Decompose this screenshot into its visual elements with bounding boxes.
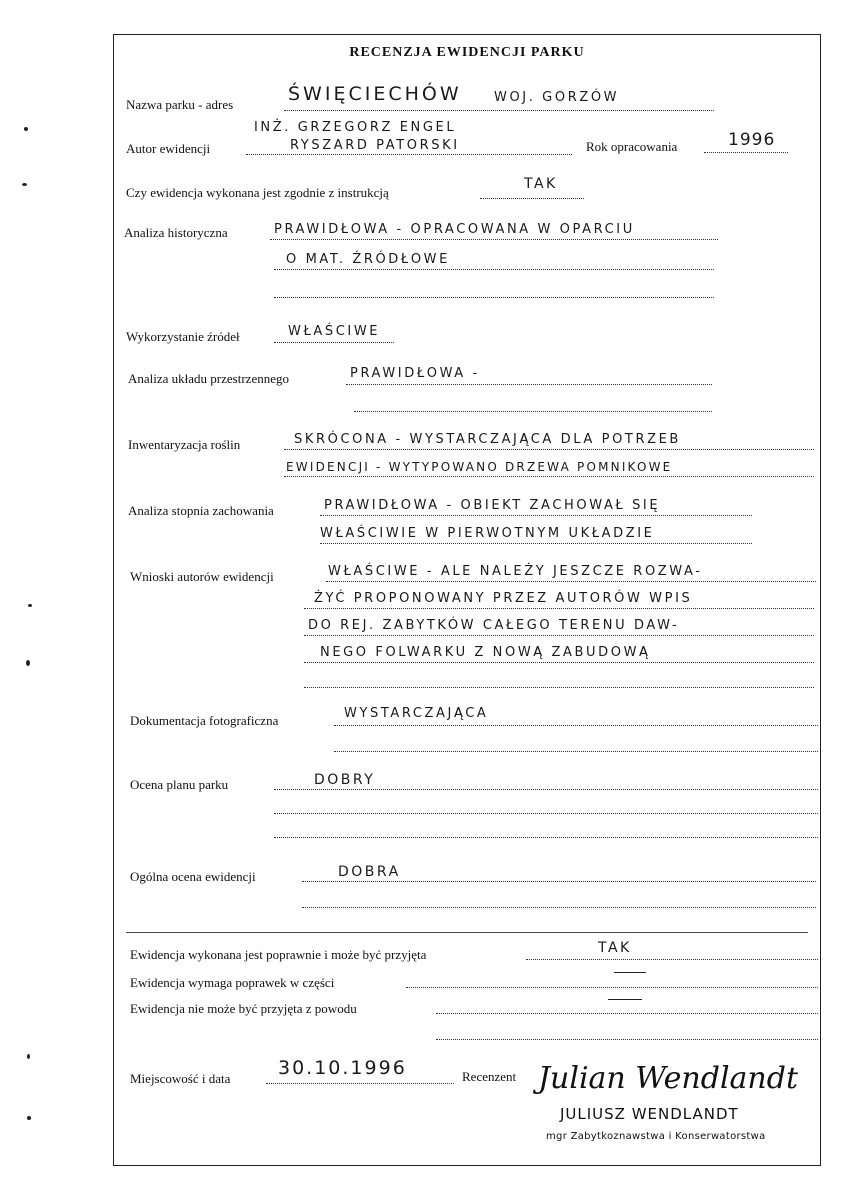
historical-value-line2: O MAT. ŹRÓDŁOWE [286,252,450,267]
instruction-value: TAK [524,176,558,192]
preservation-line-1 [320,515,752,516]
historical-line-2 [274,269,714,270]
spatial-value: PRAWIDŁOWA - [350,366,480,381]
conclusions-label: Wnioski autorów ewidencji [130,569,274,584]
conclusions-value-line4: NEGO FOLWARKU Z NOWĄ ZABUDOWĄ [320,645,651,660]
overall-line-1 [302,881,816,882]
conclusions-line-2 [304,608,814,609]
plan-line-2 [274,813,818,814]
historical-line-3 [274,297,714,298]
plants-value-line2: EWIDENCJI - WYTYPOWANO DRZEWA POMNIKOWE [286,460,673,474]
stamp-title: mgr Zabytkoznawstwa i Konserwatorstwa [546,1131,766,1142]
instruction-label: Czy ewidencja wykonana jest zgodnie z instrukcją [126,185,389,200]
verdict-accepted-label: Ewidencja wykonana jest poprawnie i może być przyjęta [130,947,427,962]
plants-line-2 [284,476,814,477]
photo-label: Dokumentacja fotograficzna [130,713,279,728]
plan-label: Ocena planu parku [130,777,229,792]
photo-line-2 [334,751,818,752]
spatial-label: Analiza układu przestrzennego [128,371,289,386]
year-label: Rok opracowania [586,139,678,154]
preservation-label: Analiza stopnia zachowania [128,503,274,518]
photo-line-1 [334,725,818,726]
place-date-line [266,1083,454,1084]
verdict-corrections-label: Ewidencja wymaga poprawek w części [130,975,335,990]
form-title: RECENZJA EWIDENCJI PARKU [349,45,585,60]
author-label: Autor ewidencji [126,141,211,156]
author-value-line1: INŻ. GRZEGORZ ENGEL [254,120,457,135]
overall-line-2 [302,907,816,908]
verdict-corrections-dash [614,972,646,973]
scan-speck [28,604,32,607]
scan-speck [27,1116,31,1120]
conclusions-value-line3: DO REJ. ZABYTKÓW CAŁEGO TERENU DAW- [308,618,680,633]
plants-line-1 [284,449,814,450]
conclusions-line-5 [304,687,814,688]
historical-value-line1: PRAWIDŁOWA - OPRACOWANA W OPARCIU [274,222,635,237]
park-name-line [284,110,714,111]
plan-line-3 [274,837,818,838]
stamp-name: JULIUSZ WENDLANDT [560,1105,739,1123]
plan-value: DOBRY [314,772,376,788]
preservation-line-2 [320,543,752,544]
sources-label: Wykorzystanie źródeł [126,329,240,344]
park-name-value: ŚWIĘCIECHÓW [288,83,462,105]
verdict-accepted-value: TAK [598,940,632,956]
conclusions-line-4 [304,662,814,663]
plan-line-1 [274,789,818,790]
review-form [113,34,821,1166]
place-date-label: Miejscowość i data [130,1071,231,1086]
park-name-label: Nazwa parku - adres [126,97,234,112]
scan-speck [26,660,30,666]
photo-value: WYSTARCZAJĄCA [344,706,489,721]
spatial-line-2 [354,411,712,412]
conclusions-value-line2: ŻYĆ PROPONOWANY PRZEZ AUTORÓW WPIS [314,591,693,606]
scan-speck [22,183,27,186]
section-divider [126,932,808,933]
reviewer-signature: Julian Wendlandt [538,1061,799,1096]
verdict-rejected-label: Ewidencja nie może być przyjęta z powodu [130,1001,357,1016]
sources-value: WŁAŚCIWE [288,324,381,339]
verdict-rejected-dash [608,999,642,1000]
park-region-value: WOJ. GORZÓW [494,90,620,105]
plants-label: Inwentaryzacja roślin [128,437,241,452]
overall-label: Ogólna ocena ewidencji [130,869,256,884]
verdict-accepted-line [526,959,818,960]
scan-speck [24,127,28,131]
author-value-line2: RYSZARD PATORSKI [290,138,460,153]
reviewer-label: Recenzent [462,1069,517,1084]
conclusions-line-3 [304,635,814,636]
conclusions-line-1 [326,581,816,582]
conclusions-value-line1: WŁAŚCIWE - ALE NALEŻY JESZCZE ROZWA- [328,564,703,579]
plants-value-line1: SKRÓCONA - WYSTARCZAJĄCA DLA POTRZEB [294,432,681,447]
year-value: 1996 [728,130,776,150]
verdict-corrections-line [406,987,818,988]
verdict-rejected-line-1 [436,1013,818,1014]
preservation-value-line2: WŁAŚCIWIE W PIERWOTNYM UKŁADZIE [320,526,655,541]
overall-value: DOBRA [338,864,401,880]
verdict-rejected-line-2 [436,1039,818,1040]
preservation-value-line1: PRAWIDŁOWA - OBIEKT ZACHOWAŁ SIĘ [324,498,661,513]
spatial-line-1 [346,384,712,385]
historical-line-1 [270,239,718,240]
sources-line [274,342,394,343]
historical-label: Analiza historyczna [124,225,228,240]
instruction-line [480,198,584,199]
date-value: 30.10.1996 [278,1057,407,1079]
scan-speck [27,1054,30,1059]
year-line [704,152,788,153]
